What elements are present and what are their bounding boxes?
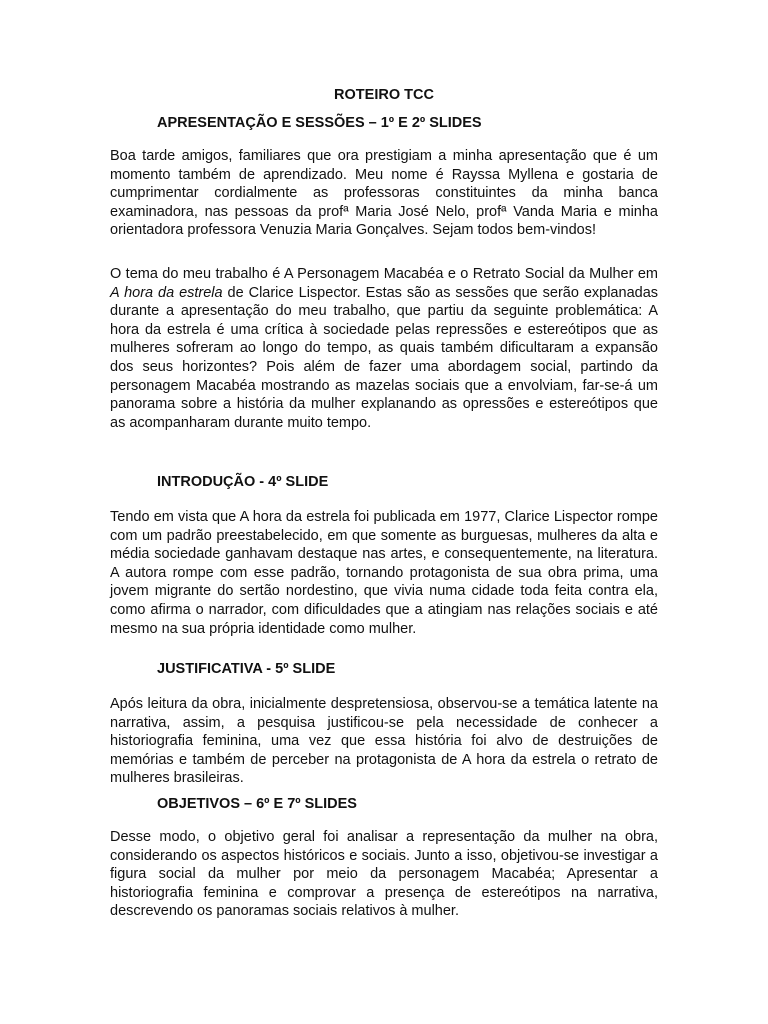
paragraph-theme-text-continued: de Clarice Lispector. Estas são as sessões que serão explanadas durante a apresentação do meu trabalho, que partiu da seguinte problemática: A hora da estrela é uma crítica à sociedade pelas repressões e estereótipos que as mulheres sofreram ao longo do tempo, as quais também dificultaram a expansão dos seus horizontes? Pois além de fazer uma abordagem social, partindo da personagem Macabéa mostrando as mazelas sociais que a envolviam, far-se-á um panorama sobre a história da mulher explanando as opressões e estereótipos que as acompanharam durante muito tempo.: [110, 284, 659, 431]
book-title-italic: A hora da estrela: [110, 284, 223, 301]
paragraph-justificativa: Após leitura da obra, inicialmente despretensiosa, observou-se a temática latente na narrativa, assim, a pesquisa justificou-se pela necessidade de conhecer a historiografia feminina, uma vez que essa história foi alvo de destruições de memórias e também de perceber na protagonista de A hora da estrela o retrato de mulheres brasileiras.: [110, 696, 658, 787]
section-heading-introducao: INTRODUÇÃO - 4º SLIDE: [157, 474, 329, 490]
paragraph-theme-text: O tema do meu trabalho é A Personagem Macabéa e o Retrato Social da Mulher em: [110, 266, 658, 282]
section-heading-objetivos: OBJETIVOS – 6º E 7º SLIDES: [157, 796, 357, 812]
paragraph-objetivos: Desse modo, o objetivo geral foi analisar a representação da mulher na obra, considerando os aspectos históricos e sociais. Junto a isso, objetivou-se investigar a figura social da mulher por meio da personagem Macabéa; Apresentar a historiografia feminina e comprovar a presença de estereótipos na narrativa, descrevendo os panoramas sociais relativos à mulher.: [110, 829, 658, 920]
paragraph-theme: [110, 265, 658, 432]
document-title: ROTEIRO TCC: [334, 87, 434, 103]
section-heading-apresentacao: APRESENTAÇÃO E SESSÕES – 1º E 2º SLIDES: [157, 115, 482, 131]
paragraph-greeting: Boa tarde amigos, familiares que ora prestigiam a minha apresentação que é um momento também de aprendizado. Meu nome é Rayssa Myllena e gostaria de cumprimentar cordialmente as professoras constituintes da minha banca examinadora, nas pessoas da profª Maria José Nelo, profª Vanda Maria e minha orientadora professora Venuzia Maria Gonçalves. Sejam todos bem-vindos!: [110, 148, 658, 239]
paragraph-introducao: Tendo em vista que A hora da estrela foi publicada em 1977, Clarice Lispector rompe com um padrão preestabelecido, em que somente as burguesas, mulheres da alta e média sociedade ganhavam destaque nas artes, e consequentemente, na literatura. A autora rompe com esse padrão, tornando protagonista de sua obra prima, uma jovem migrante do sertão nordestino, que vivia numa cidade toda feita contra ela, como afirma o narrador, com dificuldades que a atingiam nas relações sociais e até mesmo na sua própria identidade como mulher.: [110, 509, 658, 637]
section-heading-justificativa: JUSTIFICATIVA - 5º SLIDE: [157, 661, 336, 677]
